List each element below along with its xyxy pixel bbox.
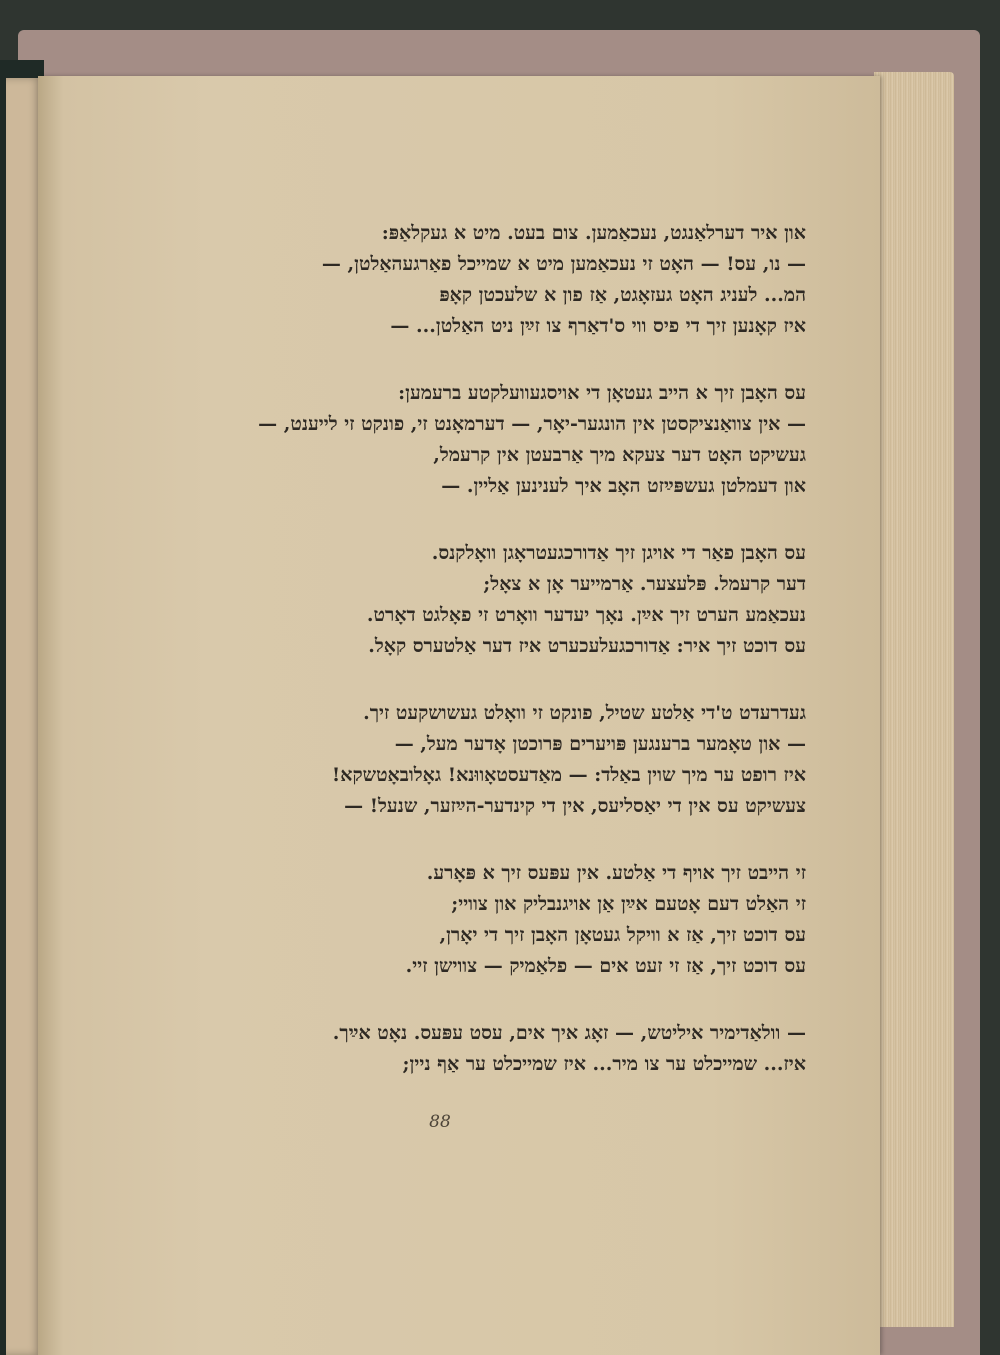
verse-line: עס האָבן זיך א הייב געטאָן די אויסגעוועלקטע ברעמען: [398,382,806,404]
verse-line: דער קרעמל. פּלעצער. אַרמייער אָן א צאָל; [483,573,806,595]
stanza [150,378,806,502]
verse-line: עס דוכט זיך איר: אַדורכגעלעכערט איז דער אַלטערס קאָל. [368,635,806,657]
poem-text [150,218,806,1116]
verse-line: — און טאָמער ברענגען פּויערים פּרוכטן אָדער מעל, — [394,733,806,755]
verse-line: און איר דערלאַנגט, נעכאַמען. צום בעט. מיט א געקלאַפּ: [381,222,806,244]
verse-line: צעשיקט עס אין די יאַסליעס, אין די קינדער-הײַזער, שנעל! — [344,795,806,817]
page-number: 88 [429,1112,451,1132]
verse-line: איז קאָנען זיך די פיס ווי ס'דאַרף צו זײַן ניט האַלטן... — [390,315,806,337]
stanza [150,858,806,982]
verse-line: זי הייבט זיך אויף די אַלטע. אין עפּעס זיך א פּאָרע. [426,862,806,884]
verse-line: זי האַלט דעם אָטעם אײַן אַן אויגנבליק און צוויי; [451,893,806,915]
verse-line: געשיקט האָט דער צעקא מיך אַרבעטן אין קרעמל, [433,444,806,466]
stanza [150,1018,806,1080]
verse-line: און דעמלטן געשפּײַזט האָב איך לענינען אַליין. — [441,475,806,497]
verse-line: המ... לעניג האָט געזאָגט, אַז פון א שלעכטן קאָפּ [439,284,806,306]
stanza [150,698,806,822]
verse-line: — אין צוואַנציקסטן אין הונגער-יאָר, — דערמאָנט זי, פונקט זי לייענט, — [258,413,806,435]
page-stack-edge [874,72,954,1327]
verse-line: עס דוכט זיך, אַז א וויקל געטאָן האָבן זיך די יאָרן, [439,924,806,946]
stanza [150,538,806,662]
verse-line: איז רופט ער מיך שוין באַלד: — מאַדעסטאָווּנא! גאָלובאָטשקא! [331,764,806,786]
verse-line: — נו, עס! — האָט זי נעכאַמען מיט א שמייכל פאַרגעהאַלטן, — [321,253,806,275]
verse-line: געדרעדט ט'די אַלטע שטיל, פונקט זי וואָלט געשושקעט זיך. [363,702,806,724]
verse-line: — וולאַדימיר איליטש, — זאָג איך אים, עסט עפּעס. נאָט אײַך. [332,1022,806,1044]
verse-line: איז... שמייכלט ער צו מיר... איז שמייכלט ער אַף ניין; [402,1053,806,1075]
left-page-edge [6,78,42,1355]
verse-line: עס האָבן פאַר די אויגן זיך אַדורכגעטראָגן וואָלקנס. [431,542,806,564]
verse-line: נעכאַמע הערט זיך אײַן. נאָך יעדער וואָרט זי פאָלגט דאָרט. [366,604,806,626]
verse-line: עס דוכט זיך, אַז זי זעט אים — פלאַמיק — צווישן זיי. [405,955,806,977]
stanza [150,218,806,342]
